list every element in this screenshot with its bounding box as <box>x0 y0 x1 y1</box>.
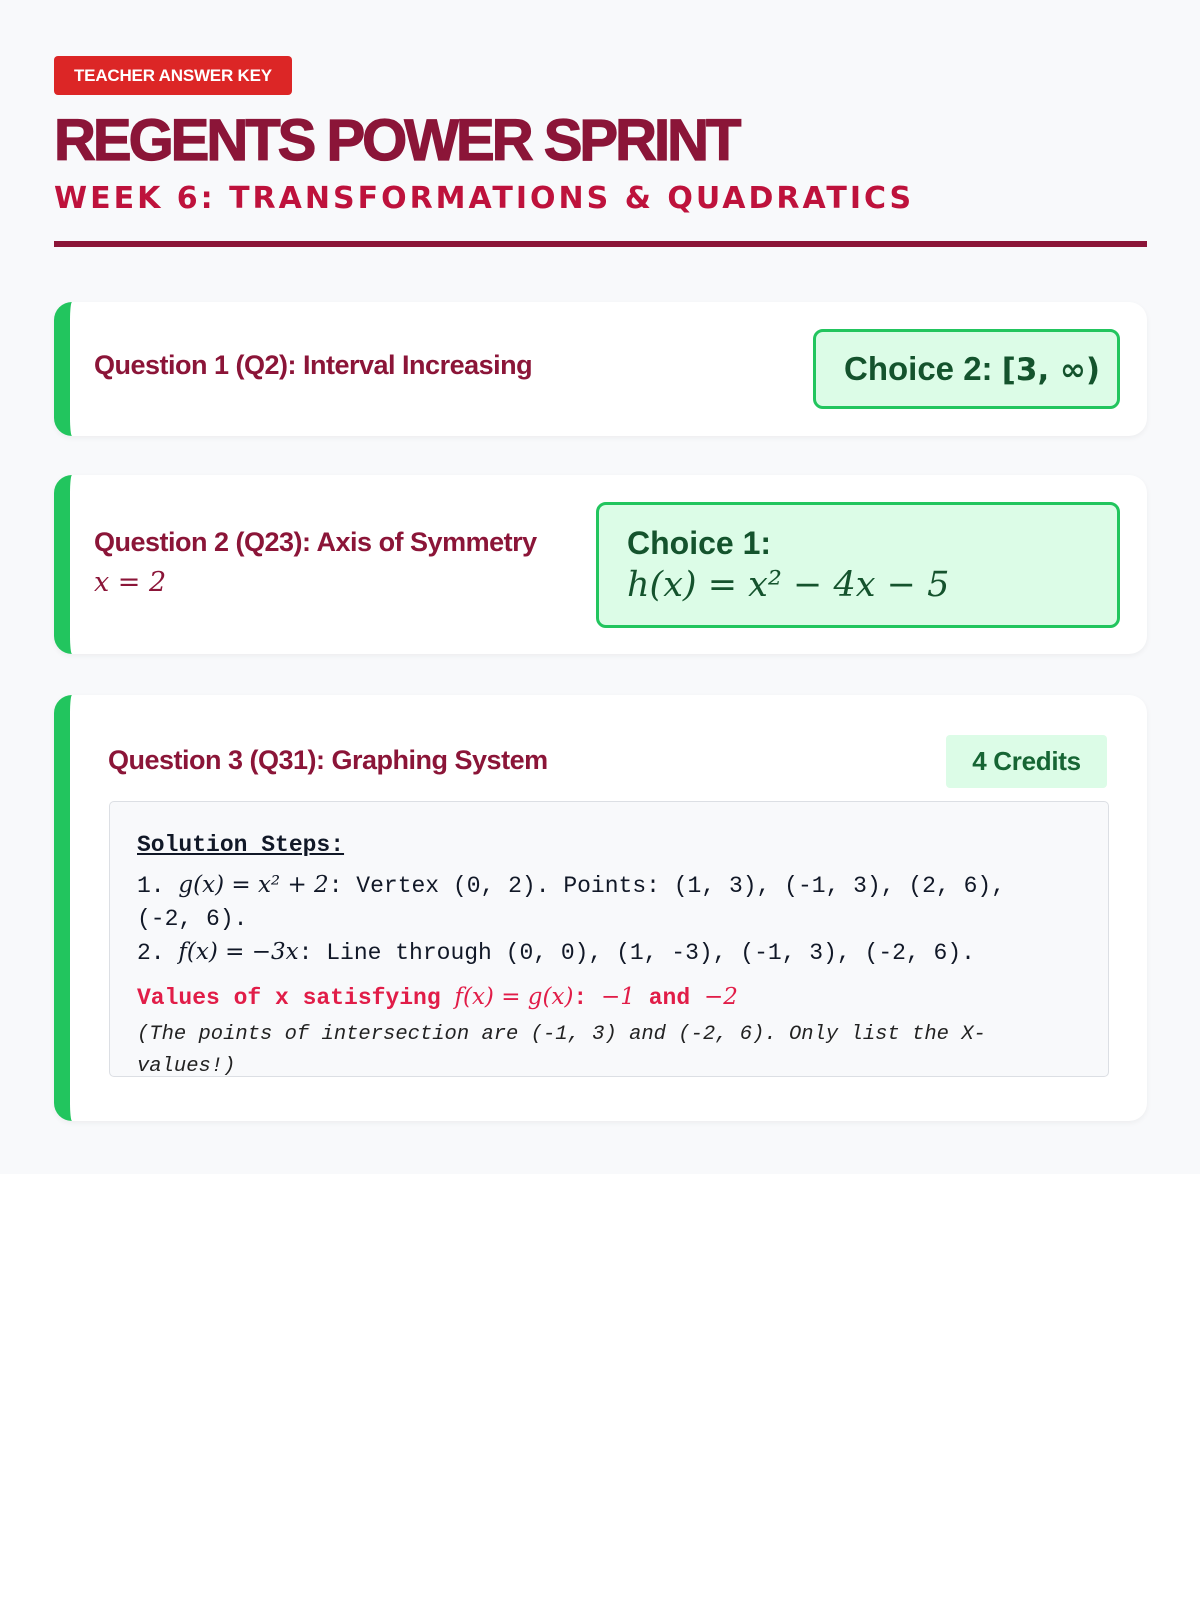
step-2-number: 2. <box>137 940 179 966</box>
solution-step-1-continued: (-2, 6). <box>137 906 248 932</box>
question-1-answer-interval: [3, ∞) <box>1001 352 1101 388</box>
solution-step-2 <box>137 936 1081 970</box>
question-1-answer <box>813 329 1120 409</box>
x-values-colon: : <box>573 985 602 1011</box>
question-3-credits-badge: 4 Credits <box>946 735 1107 788</box>
question-2-axis-equation: x = 2 <box>94 567 167 598</box>
question-3-card <box>54 695 1147 1121</box>
solution-step-1 <box>137 869 1081 903</box>
x-value-2: −2 <box>703 984 738 1010</box>
step-1-equation: g(x) = x² + 2 <box>178 872 329 898</box>
page-subtitle: WEEK 6: TRANSFORMATIONS & QUADRATICS <box>54 181 915 216</box>
page-title: REGENTS POWER SPRINT <box>54 108 739 173</box>
header-divider <box>54 241 1147 247</box>
teacher-answer-key-badge: TEACHER ANSWER KEY <box>54 56 292 95</box>
question-1-card <box>54 302 1147 436</box>
intersection-note: (The points of intersection are (-1, 3) and (-2, 6). Only list the X-values!) <box>137 1023 986 1078</box>
solution-x-values <box>137 980 1081 1015</box>
question-2-answer <box>596 502 1120 628</box>
question-2-card <box>54 475 1147 654</box>
solution-heading: Solution Steps: <box>137 832 345 858</box>
question-1-label: Question 1 (Q2): Interval Increasing <box>94 350 533 380</box>
x-values-and: and <box>634 985 704 1011</box>
question-2-label: Question 2 (Q23): Axis of Symmetry <box>94 527 537 557</box>
step-2-text: : Line through (0, 0), (1, -3), (-1, 3), (-2, 6). <box>298 940 975 966</box>
question-3-label: Question 3 (Q31): Graphing System <box>108 745 548 775</box>
step-1-number: 1. <box>137 873 179 899</box>
question-1-answer-prefix: Choice 2: <box>844 350 1002 387</box>
step-2-equation: f(x) = −3x <box>178 939 299 965</box>
x-values-condition: f(x) = g(x) <box>454 984 574 1010</box>
question-2-answer-equation: h(x) = x² − 4x − 5 <box>627 565 950 605</box>
x-value-1: −1 <box>601 984 635 1010</box>
solution-steps-box <box>109 801 1109 1077</box>
x-values-prefix: Values of x satisfying <box>137 985 455 1011</box>
step-1-text: : Vertex (0, 2). Points: (1, 3), (-1, 3), (2, 6), <box>328 873 1005 899</box>
question-2-answer-prefix: Choice 1: <box>627 525 772 561</box>
